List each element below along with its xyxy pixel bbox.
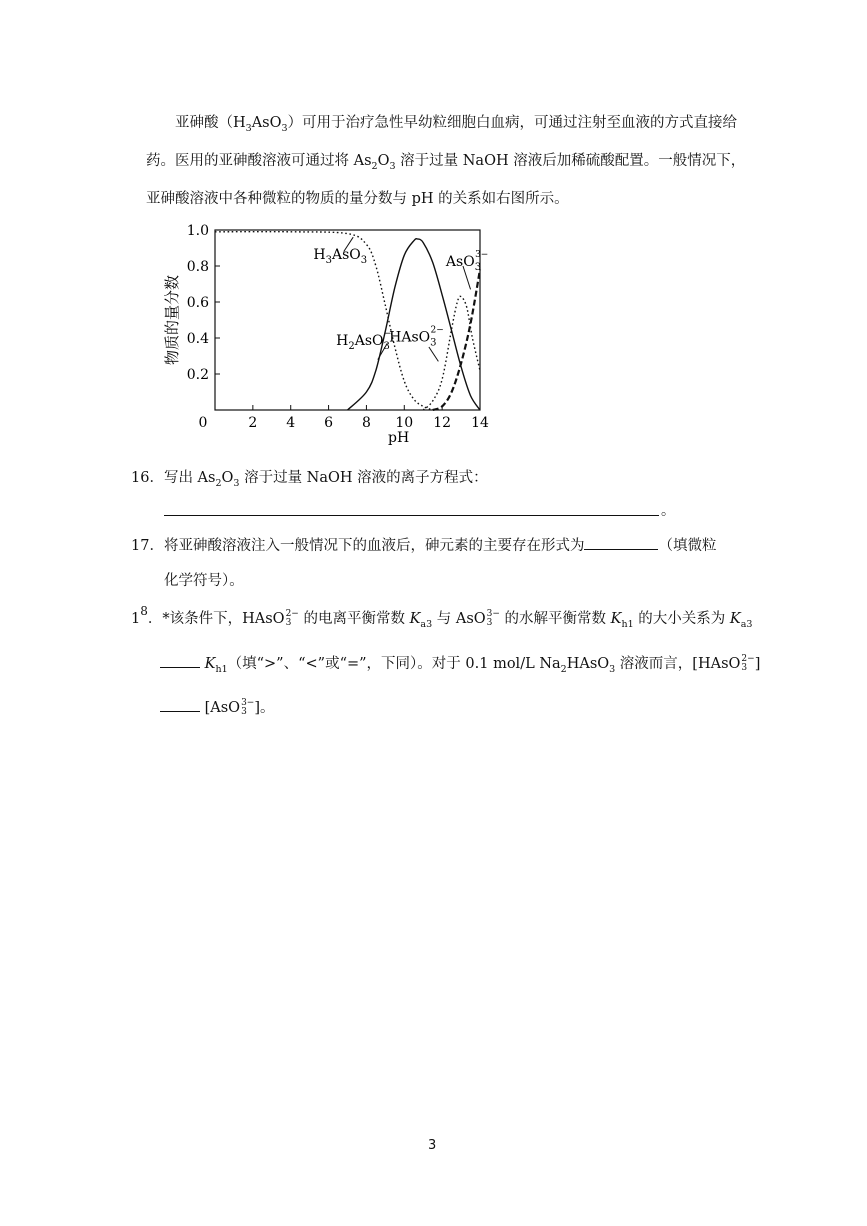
y-axis-label: 物质的量分数 <box>163 274 181 366</box>
annotation-label: AsO$_3$3− <box>445 250 489 273</box>
x-tick-label: 6 <box>324 415 334 431</box>
x-tick-label: 0 <box>198 415 208 431</box>
annotation-label: HAsO$_3$2− <box>389 325 444 349</box>
intro-line-3: 亚砷酸溶液中各种微粒的物质的量分数与 pH 的关系如右图所示。 <box>146 191 569 207</box>
y-tick-label: 0.8 <box>186 259 209 275</box>
intro-line-2: 药。医用的亚砷酸溶液可通过将 $As_2O_3$ 溶于过量 NaOH 溶液后加稀硫酸配置。一般情况下， <box>146 153 746 172</box>
q18-blank-1[interactable] <box>160 653 200 668</box>
intro-line-1: 亚砷酸$(H_3AsO_3)$可用于治疗急性早幼粒细胞白血病，可通过注射至血液的方式直接给 <box>175 115 738 134</box>
y-tick-label: 0.2 <box>186 367 209 383</box>
x-axis-label: pH <box>388 430 410 446</box>
question-16: 16．写出 $As_2O_3$ 溶于过量 NaOH 溶液的离子方程式： <box>131 470 488 489</box>
x-tick-label: 2 <box>248 415 258 431</box>
question-18-line-3: [AsO 3− 3 ]。 <box>160 697 275 718</box>
annotation-leader <box>429 347 438 361</box>
page-number: 3 <box>428 1138 437 1153</box>
x-tick-label: 4 <box>286 415 296 431</box>
annotation-label: $H_3AsO_3$ <box>313 246 368 266</box>
x-tick-label: 12 <box>433 415 452 431</box>
question-18-line-2: $K_{h1}$（填“>”、“<”或“=”，下同）。对于 0.1 mol/L $Na_2HAsO_3$ 溶液而言，[HAsO 2− 3 ] <box>160 653 760 674</box>
x-tick-label: 8 <box>361 415 371 431</box>
q18-blank-2[interactable] <box>160 697 200 712</box>
question-17: 17．将亚砷酸溶液注入一般情况下的血液后，砷元素的主要存在形式为 （填微粒 <box>131 535 716 556</box>
speciation-chart <box>160 212 510 452</box>
annotation-label: $H_2AsO_3-$ <box>336 329 392 353</box>
q16-end-mark: 。 <box>661 503 675 519</box>
question-17-cont: 化学符号）。 <box>164 573 244 589</box>
y-tick-label: 0.4 <box>186 331 209 347</box>
x-tick-label: 14 <box>471 415 489 431</box>
y-tick-label: 0.6 <box>186 295 209 311</box>
intro-paragraph <box>146 104 756 218</box>
q16-answer-line[interactable] <box>164 515 659 516</box>
y-tick-label: 1.0 <box>186 223 209 239</box>
x-tick-label: 10 <box>395 415 414 431</box>
question-18: $1^8$．*该条件下，HAsO 2− 3 的电离平衡常数 $K_{a3}$ 与 AsO 3− 3 的水解平衡常数 $K_{h1}$ 的大小关系为 $K_{a3}$ <box>131 604 753 630</box>
q17-answer-blank[interactable] <box>584 535 658 550</box>
